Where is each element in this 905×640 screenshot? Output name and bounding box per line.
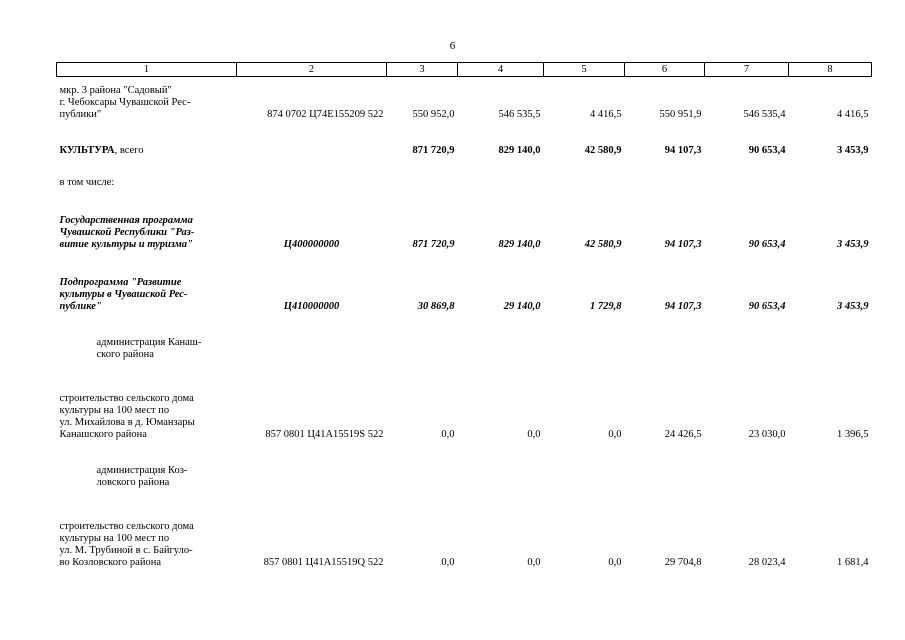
row-value-7: 90 653,4	[748, 300, 786, 312]
row-description	[57, 189, 237, 251]
row-value-8: 3 453,9	[837, 238, 869, 250]
desc-line: строительство сельского дома	[59, 392, 194, 404]
row-value-4: 29 140,0	[503, 300, 541, 312]
table-row	[57, 77, 872, 121]
desc-line: г. Чебоксары Чувашской Рес-	[59, 96, 191, 108]
row-description	[57, 313, 237, 361]
row-value-6: 94 107,3	[664, 300, 702, 312]
row-description	[57, 251, 237, 313]
row-code	[237, 121, 387, 157]
row-code: 857 0801 Ц41А15519Q 522	[263, 556, 384, 568]
column-header-8: 8	[789, 63, 872, 77]
row-value-8: 1 681,4	[837, 556, 869, 568]
table-row-program	[57, 189, 872, 251]
row-value-6: 29 704,8	[664, 556, 702, 568]
row-value-7: 546 535,4	[743, 108, 786, 120]
column-header-7: 7	[705, 63, 789, 77]
row-value-4: 829 140,0	[498, 238, 541, 250]
row-value-6: 94 107,3	[664, 238, 702, 250]
desc-line: администрация Коз-	[96, 464, 188, 476]
row-value-3: 550 952,0	[412, 108, 455, 120]
column-header-1: 1	[57, 63, 237, 77]
row-description	[57, 441, 237, 489]
column-header-2: 2	[237, 63, 387, 77]
row-value-4: 0,0	[527, 556, 541, 568]
row-value-5: 4 416,5	[590, 108, 622, 120]
row-code: Ц400000000	[283, 238, 340, 250]
row-description	[57, 77, 237, 121]
row-value-7: 28 023,4	[748, 556, 786, 568]
desc-line: Государственная программа	[59, 214, 193, 226]
table-row-total	[57, 121, 872, 157]
row-value-5: 42 580,9	[584, 144, 622, 156]
row-value-5: 0,0	[608, 428, 622, 440]
desc-line: во Козловского района	[59, 556, 161, 568]
row-description	[57, 489, 237, 569]
desc-line: публике"	[59, 300, 102, 312]
column-header-5: 5	[544, 63, 625, 77]
desc-line: Чувашской Республики "Раз-	[59, 226, 195, 238]
row-code: Ц410000000	[283, 300, 340, 312]
total-label: КУЛЬТУРА	[59, 144, 115, 156]
total-label-suffix: , всего	[114, 144, 144, 156]
desc-line: Подпрограмма "Развитие	[59, 276, 182, 288]
row-value-4: 546 535,5	[498, 108, 541, 120]
desc-line: ул. М. Трубиной в с. Байгуло-	[59, 544, 193, 556]
table-row-admin	[57, 313, 872, 361]
desc-line: Канашского района	[59, 428, 147, 440]
desc-line: культуры на 100 мест по	[59, 532, 170, 544]
table-row	[57, 361, 872, 441]
row-value-3: 0,0	[441, 556, 455, 568]
row-code: 857 0801 Ц41А15519S 522	[265, 428, 384, 440]
table-row-label	[57, 157, 872, 189]
row-value-6: 94 107,3	[664, 144, 702, 156]
row-description	[57, 361, 237, 441]
row-value-8: 1 396,5	[837, 428, 869, 440]
row-value-7: 23 030,0	[748, 428, 786, 440]
row-value-3: 0,0	[441, 428, 455, 440]
row-value-6: 24 426,5	[664, 428, 702, 440]
page-number: 6	[449, 40, 456, 52]
row-value-5: 1 729,8	[590, 300, 622, 312]
table-row-admin	[57, 441, 872, 489]
desc-line: витие культуры и туризма"	[59, 238, 193, 250]
column-number-header	[57, 63, 872, 77]
row-value-5: 42 580,9	[584, 238, 622, 250]
row-label: в том числе:	[59, 176, 115, 188]
desc-line: культуры в Чувашской Рес-	[59, 288, 188, 300]
desc-line: мкр. 3 района "Садовый"	[59, 84, 172, 96]
column-header-6: 6	[625, 63, 705, 77]
desc-line: культуры на 100 мест по	[59, 404, 170, 416]
row-value-5: 0,0	[608, 556, 622, 568]
column-header-3: 3	[387, 63, 458, 77]
row-value-3: 30 869,8	[417, 300, 455, 312]
row-value-4: 0,0	[527, 428, 541, 440]
table-row-subprogram	[57, 251, 872, 313]
row-value-7: 90 653,4	[748, 144, 786, 156]
desc-line: администрация Канаш-	[96, 336, 202, 348]
budget-table	[56, 62, 872, 569]
row-code: 874 0702 Ц74Е155209 522	[267, 108, 384, 120]
desc-line: публики"	[59, 108, 102, 120]
desc-line: ул. Михайлова в д. Юманзары	[59, 416, 195, 428]
row-value-3: 871 720,9	[412, 238, 455, 250]
row-value-8: 3 453,9	[837, 144, 869, 156]
desc-line: строительство сельского дома	[59, 520, 194, 532]
table-row	[57, 489, 872, 569]
row-value-8: 4 416,5	[837, 108, 869, 120]
row-value-3: 871 720,9	[412, 144, 455, 156]
column-header-4: 4	[458, 63, 544, 77]
desc-line: ского района	[96, 348, 154, 360]
row-value-6: 550 951,9	[659, 108, 702, 120]
desc-line: ловского района	[96, 476, 170, 488]
row-value-8: 3 453,9	[837, 300, 869, 312]
row-value-7: 90 653,4	[748, 238, 786, 250]
row-value-4: 829 140,0	[498, 144, 541, 156]
row-description	[57, 121, 237, 157]
